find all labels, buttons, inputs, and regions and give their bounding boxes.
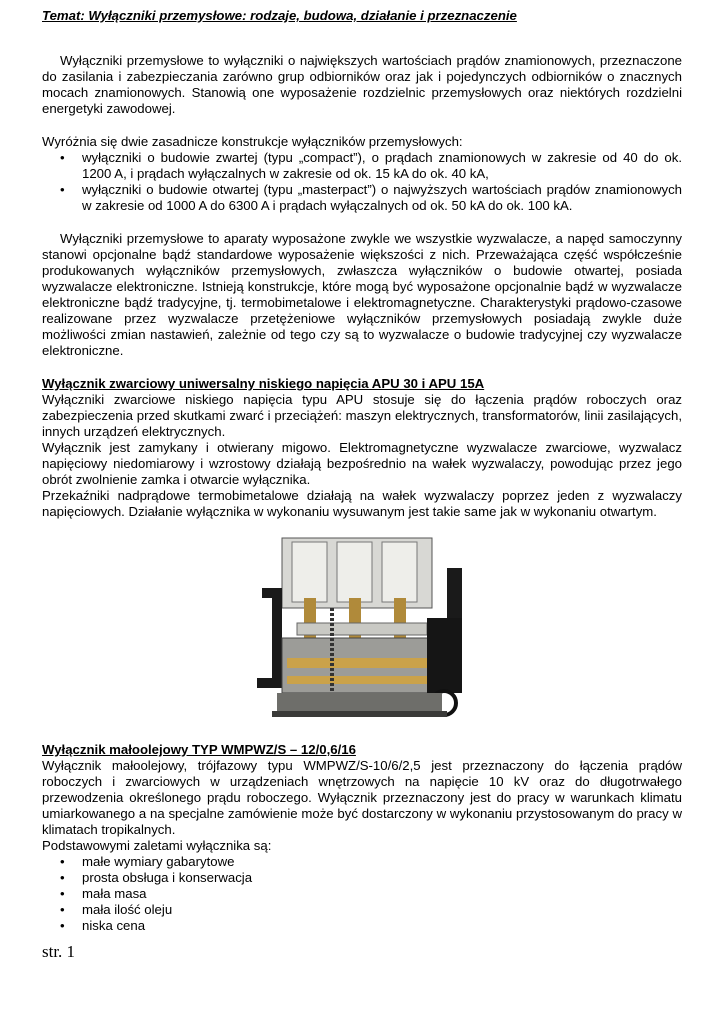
constructions-list	[42, 150, 682, 214]
advantages-lead: Podstawowymi zaletami wyłącznika są:	[42, 838, 272, 853]
list-item: • małe wymiary gabarytowe	[42, 854, 682, 870]
document-page	[42, 8, 682, 934]
wmp-paragraph-1: Wyłącznik małoolejowy, trójfazowy typu WMPWZ/S-10/6/2,5 jest przeznaczony do łączenia prądów roboczych i zwarciowych w urządzeniach wnętrzowych na napięcie 10 kV oraz do długotrwałego przewodzenia określonego prądu roboczego. Wyłącznik przeznaczony jest do pracy w warunkach klimatu umiarkowanego a na specjalne zamówienie może być dostarczony w wykonaniu przystosowanym do pracy w klimatach tropikalnych.	[42, 758, 682, 837]
document-title: Temat: Wyłączniki przemysłowe: rodzaje, budowa, działanie i przeznaczenie	[42, 8, 517, 23]
advantages-list	[42, 854, 682, 934]
list-item: • mała masa	[42, 886, 682, 902]
list-item: • wyłączniki o budowie otwartej (typu „masterpact”) o najwyższych wartościach prądów znamionowych w zakresie od 1000 A do 6300 A i prądach wyłączalnych od ok. 50 kA do ok. 100 kA.	[42, 182, 682, 214]
breaker-photo	[42, 528, 682, 728]
wmp-heading: Wyłącznik małoolejowy TYP WMPWZ/S – 12/0,6/16	[42, 742, 356, 757]
apu-heading: Wyłącznik zwarciowy uniwersalny niskiego napięcia APU 30 i APU 15A	[42, 376, 485, 391]
releases-paragraph: Wyłączniki przemysłowe to aparaty wyposażone zwykle we wszystkie wyzwalacze, a napęd samoczynny stanowi opcjonalne bądź standardowe wyposażenie większości z nich. Przeważająca część współcześnie produkowanych wyłączników przemysłowych, zwłaszcza wyłączników o budowie otwartej, posiada wyzwalacze elektroniczne. Istnieją konstrukcje, które mogą być wyposażone opcjonalnie bądź w wyzwalacze elektroniczne bądź tradycyjne, tj. termobimetalowe i elektromagnetyczne. Charakterystyki prądowo-czasowe realizowane przez wyzwalacze przetężeniowe wyłączników przemysłowych posiadają zwykle duże możliwości zmian nastawień, zależnie od tego czy są to wyzwalacze o budowie tradycyjnej czy wyzwalacze elektroniczne.	[42, 231, 682, 358]
intro-paragraph: Wyłączniki przemysłowe to wyłączniki o największych wartościach prądów znamionowych, przeznaczone do zasilania i zabezpieczania zarówno grup odbiorników oraz jak i pojedynczych odbiorników o znacznych mocach znamionowych. Stanowią one wyposażenie rozdzielnic przemysłowych oraz niektórych rozdzielni energetyki zawodowej.	[42, 53, 682, 116]
list-item: • wyłączniki o budowie zwartej (typu „compact”), o prądach znamionowych w zakresie od 40 do ok. 1200 A, i prądach wyłączalnych w zakresie od ok. 15 kA do ok. 40 kA,	[42, 150, 682, 182]
list-item: • niska cena	[42, 918, 682, 934]
list-item: • prosta obsługa i konserwacja	[42, 870, 682, 886]
constructions-lead: Wyróżnia się dwie zasadnicze konstrukcje wyłączników przemysłowych:	[42, 134, 463, 149]
apu-paragraph-2: Wyłącznik jest zamykany i otwierany migowo. Elektromagnetyczne wyzwalacze zwarciowe, wyzwalacz napięciowy niedomiarowy i wzrostowy działają bezpośrednio na wałek wyzwalaczy, powodując przez jego obrót zwolnienie zamka i otwarcie wyłącznika.	[42, 440, 682, 487]
breaker-illustration	[242, 528, 482, 728]
apu-paragraph-3: Przekaźniki nadprądowe termobimetalowe działają na wałek wyzwalaczy poprzez jeden z wyzwalaczy napięciowych. Działanie wyłącznika w wykonaniu wysuwanym jest takie same jak w wykonaniu otwartym.	[42, 488, 682, 519]
page-number: str. 1	[42, 942, 76, 961]
list-item: • mała ilość oleju	[42, 902, 682, 918]
apu-paragraph-1: Wyłączniki zwarciowe niskiego napięcia typu APU stosuje się do łączenia prądów roboczych oraz zabezpieczenia przed skutkami zwarć i przeciążeń: maszyn elektrycznych, transformatorów, linii zasilających, innych urządzeń elektrycznych.	[42, 392, 682, 439]
